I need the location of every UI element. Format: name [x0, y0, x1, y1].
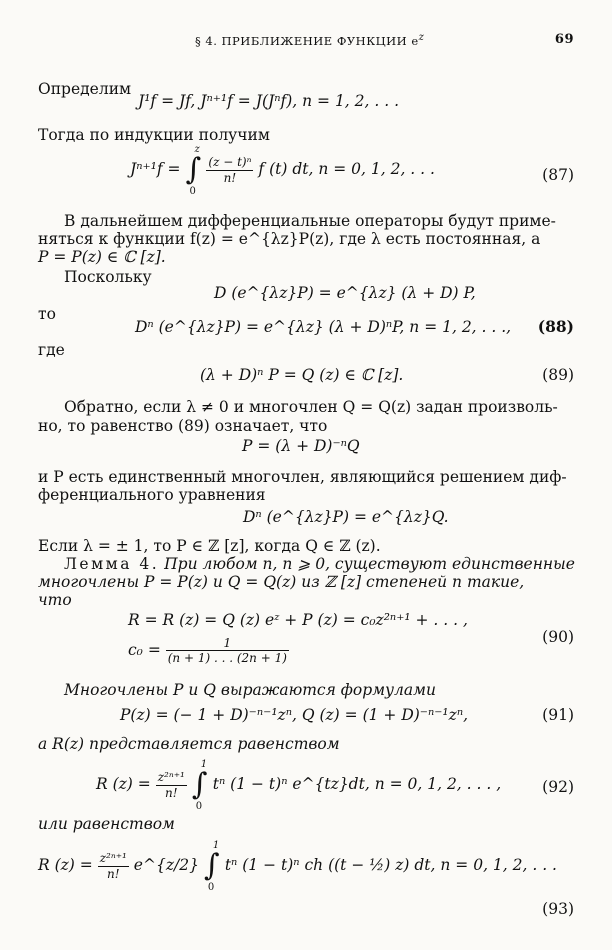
- equation-87: [130, 144, 435, 197]
- equation-number-88: (88): [537, 317, 574, 336]
- equation-90-a: R = R (z) = Q (z) eᶻ + P (z) = c₀z²ⁿ⁺¹ + . . . ,: [128, 611, 468, 629]
- lemma-line-3: что: [38, 591, 72, 609]
- equation-number-91: (91): [542, 706, 574, 724]
- running-title: § 4. ПРИБЛИЖЕНИЕ ФУНКЦИИ $e^z$: [195, 32, 425, 48]
- text-conversely-l2: но, то равенство (89) означает, что: [38, 417, 328, 435]
- eq87-fraction: $\frac{\text{(z − t)ⁿ}}{n!}$: [208, 155, 252, 185]
- equation-93: [38, 840, 557, 893]
- text-operators-l1: В дальнейшем дифференциальные операторы будут приме-: [64, 212, 556, 230]
- text-define: Определим: [38, 80, 132, 98]
- eq92-fraction: $\frac{\text{z²ⁿ⁺¹}}{n!}$: [157, 770, 185, 800]
- eq93-rest: tⁿ (1 − t)ⁿ ch ((t − ½) z) dt, n = 0, 1, 2, . . .: [224, 856, 557, 874]
- eq93-exponential: e^{z/2}: [133, 856, 199, 874]
- equation-91: P(z) = (− 1 + D)⁻ⁿ⁻¹zⁿ, Q (z) = (1 + D)⁻ⁿ⁻¹zⁿ,: [120, 706, 469, 724]
- lemma-line-1: [64, 555, 574, 574]
- eq93-lhs: R (z) =: [38, 856, 93, 874]
- text-unique-l1: и P есть единственный многочлен, являющийся решением диф-: [38, 468, 567, 486]
- lemma-label: Лемма 4.: [64, 555, 160, 573]
- equation-dn: Dⁿ (e^{λz}P) = e^{λz}Q.: [243, 508, 449, 526]
- eq90b-lhs: c₀ =: [128, 640, 161, 659]
- equation-89: (λ + D)ⁿ P = Q (z) ∈ ℂ [z].: [200, 366, 404, 384]
- text-if-lambda: Если λ = ± 1, то P ∈ ℤ [z], когда Q ∈ ℤ (z).: [38, 537, 381, 555]
- equation-j-definition: J¹f = Jf, Jⁿ⁺¹f = J(Jⁿf), n = 1, 2, . . .: [138, 92, 400, 110]
- integral-sign: ∫ 1 0: [191, 759, 208, 812]
- equation-number-93: (93): [542, 900, 574, 918]
- text-where: где: [38, 341, 65, 359]
- equation-number-90: (90): [542, 628, 574, 646]
- text-since: Поскольку: [64, 268, 152, 286]
- integral-sign: ∫ z 0: [185, 144, 202, 197]
- eq92-rest: tⁿ (1 − t)ⁿ e^{tz}dt, n = 0, 1, 2, . . . ,: [212, 775, 502, 793]
- lemma-text-1: При любом n, n ⩾ 0, существуют единственные: [164, 555, 575, 573]
- text-operators-l2: няться к функции f(z) = e^{λz}P(z), где λ есть постоянная, а: [38, 230, 541, 248]
- lemma-line-2: многочлены P = P(z) и Q = Q(z) из ℤ [z] степеней n такие,: [38, 573, 525, 591]
- eq93-fraction: $\frac{\text{z²ⁿ⁺¹}}{n!}$: [99, 851, 127, 881]
- integral-sign: ∫ 1 0: [203, 840, 220, 893]
- equation-92: [96, 759, 502, 812]
- text-unique-l2: ференциального уравнения: [38, 486, 266, 504]
- equation-number-89: (89): [542, 366, 574, 384]
- page-number: 69: [554, 32, 574, 47]
- eq90b-fraction: $\frac{1}{(n + 1) . . . (2n + 1)}$: [167, 636, 287, 666]
- eq92-lhs: R (z) =: [96, 775, 151, 793]
- equation-d: D (e^{λz}P) = e^{λz} (λ + D) P,: [214, 284, 476, 302]
- text-formulas: Многочлены P и Q выражаются формулами: [64, 681, 436, 699]
- text-operators-l3: P = P(z) ∈ ℂ [z].: [38, 248, 166, 266]
- equation-p: P = (λ + D)⁻ⁿQ: [242, 437, 360, 455]
- equation-90-b: [128, 636, 289, 666]
- equation-number-87: (87): [542, 166, 574, 184]
- equation-88: Dⁿ (e^{λz}P) = e^{λz} (λ + D)ⁿP, n = 1, 2, . . .,: [135, 318, 512, 336]
- text-conversely-l1: Обратно, если λ ≠ 0 и многочлен Q = Q(z) задан произволь-: [64, 398, 558, 416]
- equation-number-92: (92): [542, 778, 574, 796]
- text-then: то: [38, 305, 56, 323]
- text-or-equality: или равенством: [38, 815, 175, 833]
- text-represented: а R(z) представляется равенством: [38, 735, 340, 753]
- text-induction: Тогда по индукции получим: [38, 126, 270, 144]
- eq87-lhs: Jⁿ⁺¹f =: [130, 160, 181, 178]
- eq87-rest: f (t) dt, n = 0, 1, 2, . . .: [258, 160, 435, 178]
